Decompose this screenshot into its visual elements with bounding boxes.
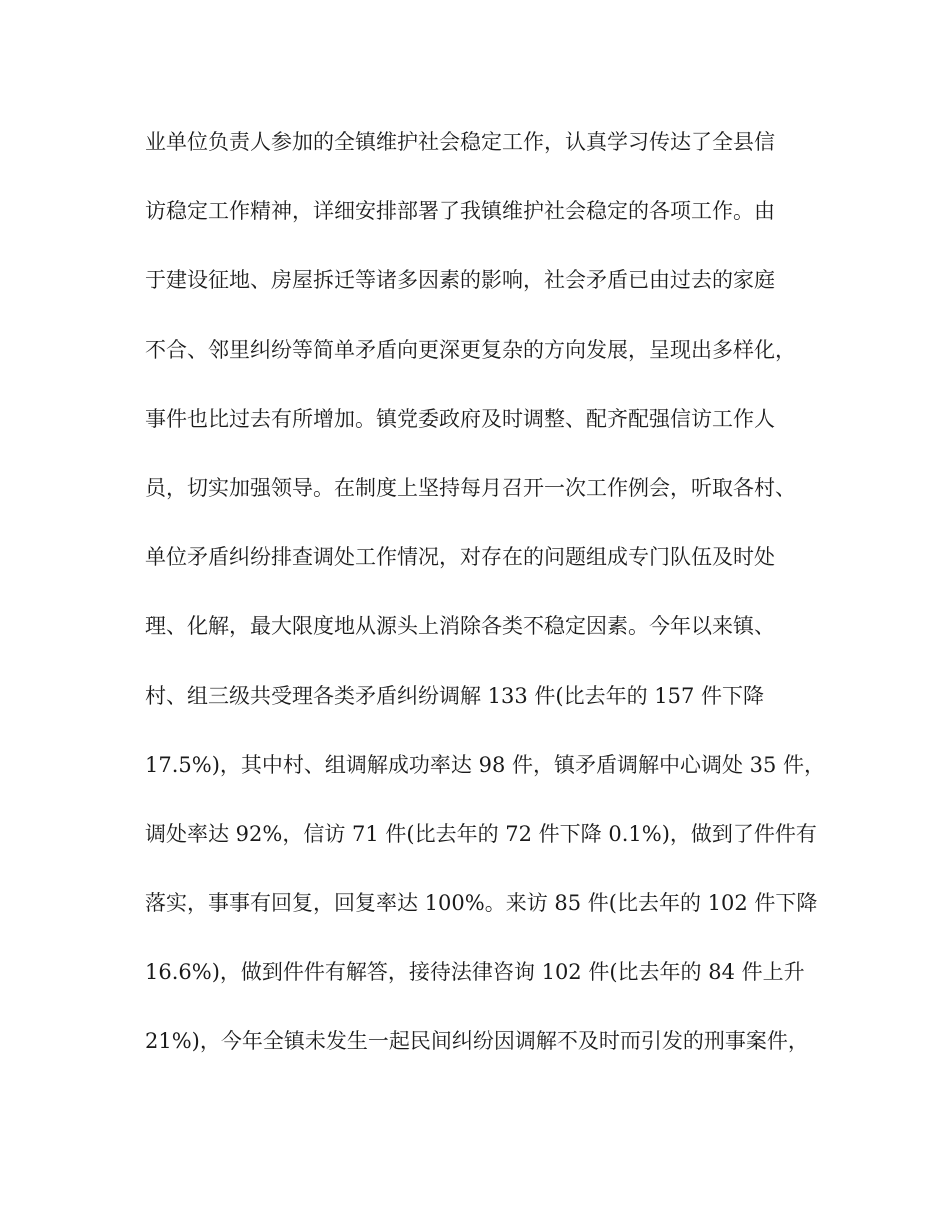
text-line: 于建设征地、房屋拆迁等诸多因素的影响，社会矛盾已由过去的家庭 xyxy=(145,268,775,293)
text-line: 16.6%)，做到件件有解答，接待法律咨询 102 件(比去年的 84 件上升 xyxy=(145,960,805,985)
text-line: 17.5%)，其中村、组调解成功率达 98 件，镇矛盾调解中心调处 35 件， xyxy=(145,752,826,777)
document-body xyxy=(145,126,825,1095)
text-line: 21%)，今年全镇未发生一起民间纠纷因调解不及时而引发的刑事案件， xyxy=(145,1029,809,1054)
text-line: 不合、邻里纠纷等简单矛盾向更深更复杂的方向发展，呈现出多样化， xyxy=(145,337,796,362)
text-line: 员，切实加强领导。在制度上坚持每月召开一次工作例会，听取各村、 xyxy=(145,475,796,500)
text-line: 落实，事事有回复，回复率达 100%。来访 85 件(比去年的 102 件下降 xyxy=(145,891,818,916)
text-line: 事件也比过去有所增加。镇党委政府及时调整、配齐配强信访工作人 xyxy=(145,406,775,431)
text-line: 调处率达 92%，信访 71 件(比去年的 72 件下降 0.1%)，做到了件件有 xyxy=(145,821,817,846)
text-line: 访稳定工作精神，详细安排部署了我镇维护社会稳定的各项工作。由 xyxy=(145,199,775,224)
text-line: 村、组三级共受理各类矛盾纠纷调解 133 件(比去年的 157 件下降 xyxy=(145,683,765,708)
text-line: 单位矛盾纠纷排查调处工作情况，对存在的问题组成专门队伍及时处 xyxy=(145,545,775,570)
text-line: 业单位负责人参加的全镇维护社会稳定工作，认真学习传达了全县信 xyxy=(145,130,775,154)
text-line: 理、化解，最大限度地从源头上消除各类不稳定因素。今年以来镇、 xyxy=(145,614,775,639)
